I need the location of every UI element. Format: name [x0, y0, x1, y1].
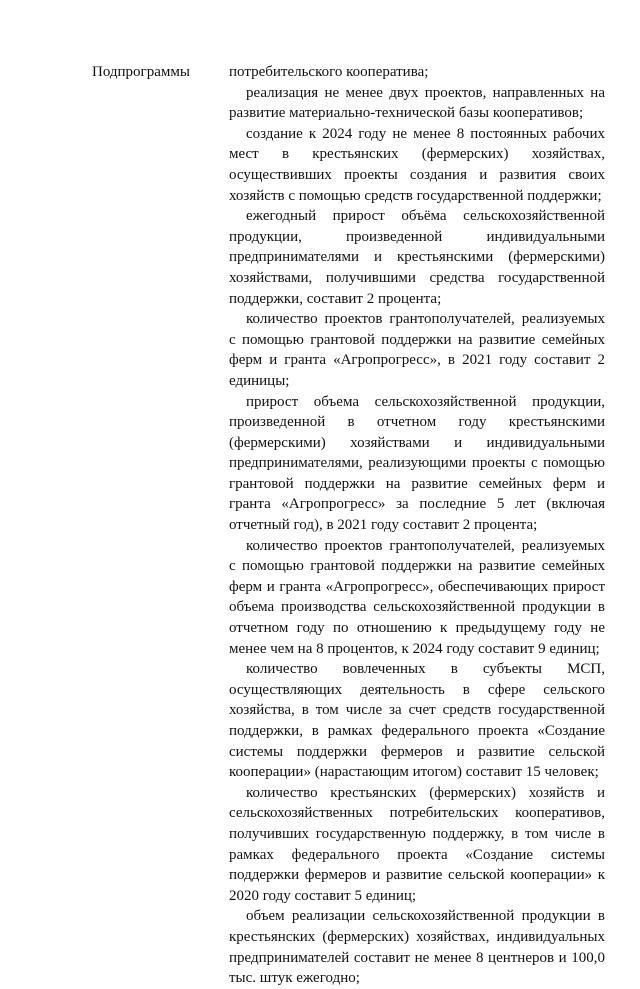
paragraph-sales-volume: объем реализации сельскохозяйственной продукции в крестьянских (фермерских) хозяйствах, индивидуальных предпринимателей составит не менее 8 центнеров и 100,0 тыс. штук ежегодно;: [229, 908, 605, 987]
paragraph-output-growth-5-years: прирост объема сельскохозяйственной продукции, произведенной в отчетном году крестьянскими (фермерскими) хозяйствами и индивидуальными предпринимателями, реализующими проекты с помощью грантовой поддержки на развитие семейных ферм и гранта «Агропрогресс» за последние 5 лет (включая отчетный год), в 2021 году составит 2 процента;: [229, 393, 605, 534]
subprogram-text: [229, 62, 605, 989]
paragraph-grant-projects-2021: количество проектов грантополучателей, реализуемых с помощью грантовой поддержки на развитие семейных ферм и гранта «Агропрогресс», в 2021 году составит 2 единицы;: [229, 311, 605, 389]
paragraph-permanent-jobs: создание к 2024 году не менее 8 постоянных рабочих мест в крестьянских (фермерских) хозяйствах, осуществивших проекты создания и развития своих хозяйств с помощью средств государственной поддержки;: [229, 125, 605, 204]
paragraph-annual-output-growth: ежегодный прирост объёма сельскохозяйственной продукции, произведенной индивидуальными предпринимателями и крестьянскими (фермерскими) хозяйствами, получившими средства государственной поддержки, составит 2 процента;: [229, 208, 605, 307]
paragraph-msp-involved: количество вовлеченных в субъекты МСП, осуществляющих деятельность в сфере сельского хозяйства, в том числе за счет средств государственной поддержки, в рамках федерального проекта «Создание системы поддержки фермеров и развитие сельской кооперации» (нарастающим итогом) составит 15 человек;: [229, 661, 605, 781]
paragraph-cooperative-continuation: потребительского кооператива;: [229, 64, 429, 80]
paragraph-supported-farms: количество крестьянских (фермерских) хозяйств и сельскохозяйственных потребительских кооперативов, получивших государственную поддержку, в том числе в рамках федерального проекта «Создание системы поддержки фермеров и развитие сельской кооперации» к 2020 году составит 5 единиц;: [229, 784, 605, 904]
paragraph-material-base-projects: реализация не менее двух проектов, направленных на развитие материально-технической базы кооперативов;: [229, 84, 605, 122]
paragraph-grant-projects-2024: количество проектов грантополучателей, реализуемых с помощью грантовой поддержки на развитие семейных ферм и гранта «Агропрогресс», обеспечивающих прирост объема производства сельскохозяйственной продукции в отчетном году по отношению к предыдущему году не менее чем на 8 процентов, к 2024 году составит 9 единиц;: [229, 537, 605, 657]
section-label: Подпрограммы: [92, 64, 190, 80]
